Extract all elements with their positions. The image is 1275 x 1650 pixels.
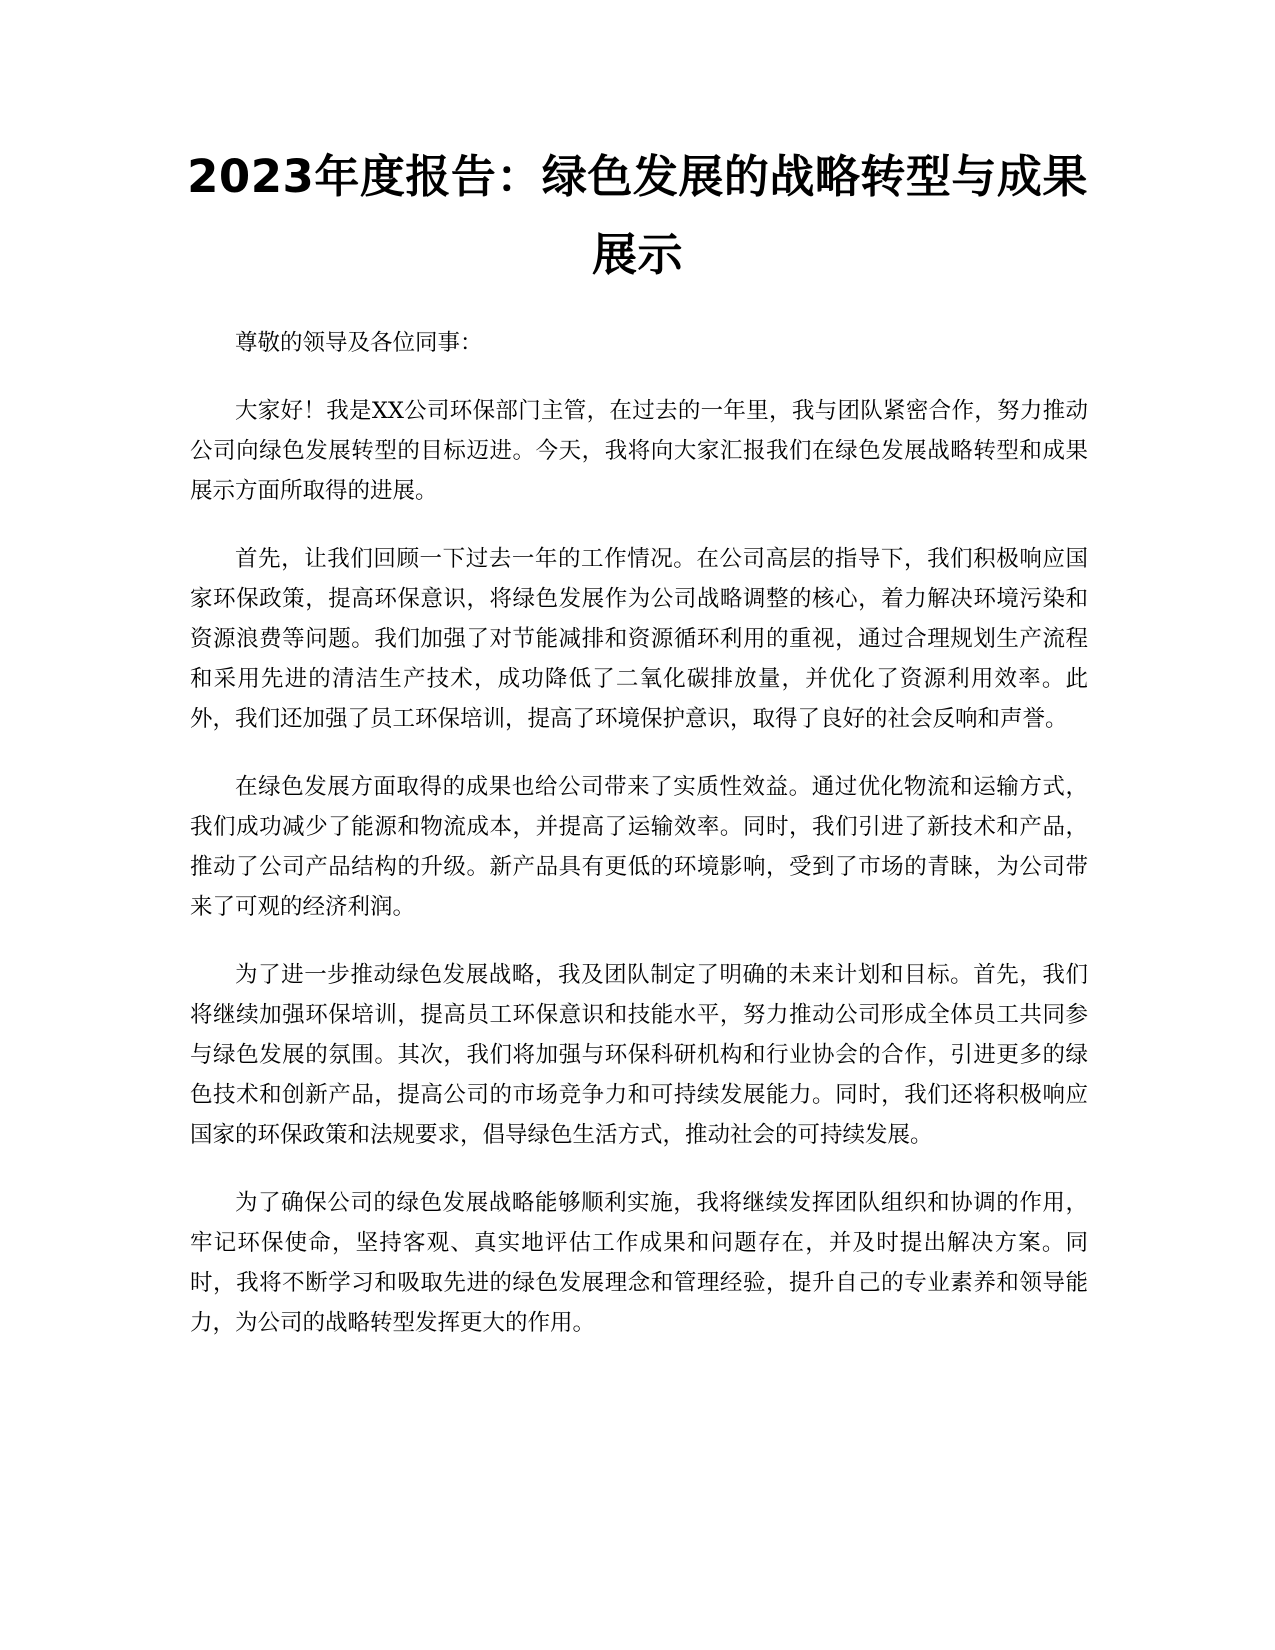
paragraph: 在绿色发展方面取得的成果也给公司带来了实质性效益。通过优化物流和运输方式，我们成功减少了能源和物流成本，并提高了运输效率。同时，我们引进了新技术和产品，推动了公司产品结构的升级。新产品具有更低的环境影响，受到了市场的青睐，为公司带来了可观的经济利润。: [190, 774, 1088, 920]
document-title: 2023年度报告：绿色发展的战略转型与成果展示: [187, 150, 1088, 281]
paragraph: 为了进一步推动绿色发展战略，我及团队制定了明确的未来计划和目标。首先，我们将继续加强环保培训，提高员工环保意识和技能水平，努力推动公司形成全体员工共同参与绿色发展的氛围。其次，我们将加强与环保科研机构和行业协会的合作，引进更多的绿色技术和创新产品，提高公司的市场竞争力和可持续发展能力。同时，我们还将积极响应国家的环保政策和法规要求，倡导绿色生活方式，推动社会的可持续发展。: [190, 962, 1088, 1148]
document-body: [190, 323, 1088, 1371]
paragraph: 首先，让我们回顾一下过去一年的工作情况。在公司高层的指导下，我们积极响应国家环保政策，提高环保意识，将绿色发展作为公司战略调整的核心，着力解决环境污染和资源浪费等问题。我们加强了对节能减排和资源循环利用的重视，通过合理规划生产流程和采用先进的清洁生产技术，成功降低了二氧化碳排放量，并优化了资源利用效率。此外，我们还加强了员工环保培训，提高了环境保护意识，取得了良好的社会反响和声誉。: [190, 546, 1088, 732]
paragraph: 大家好！我是XX公司环保部门主管，在过去的一年里，我与团队紧密合作，努力推动公司向绿色发展转型的目标迈进。今天，我将向大家汇报我们在绿色发展战略转型和成果展示方面所取得的进展。: [190, 398, 1088, 504]
paragraph: 为了确保公司的绿色发展战略能够顺利实施，我将继续发挥团队组织和协调的作用，牢记环保使命，坚持客观、真实地评估工作成果和问题存在，并及时提出解决方案。同时，我将不断学习和吸取先进的绿色发展理念和管理经验，提升自己的专业素养和领导能力，为公司的战略转型发挥更大的作用。: [190, 1190, 1088, 1336]
salutation: 尊敬的领导及各位同事：: [235, 330, 483, 356]
